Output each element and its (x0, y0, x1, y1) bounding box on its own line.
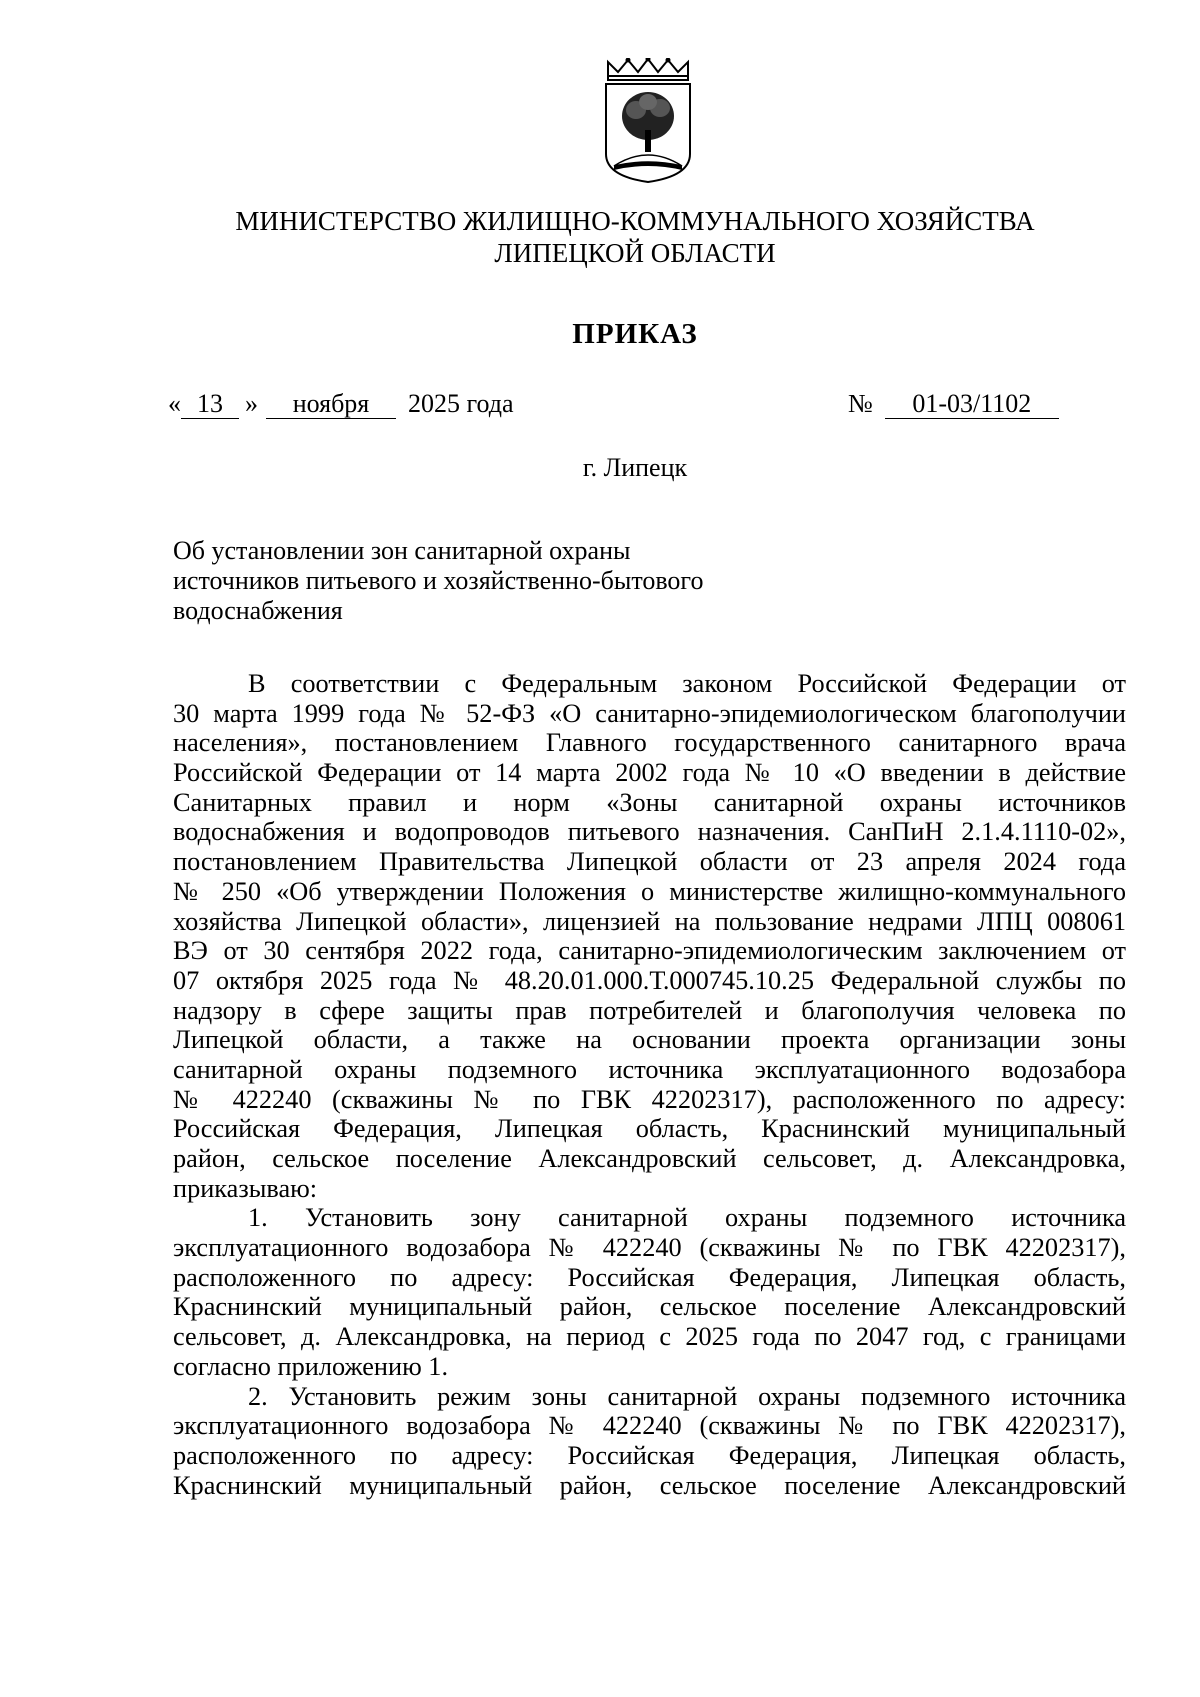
body-line: Липецкой области, а также на основании проекта организации зоны (173, 1025, 1126, 1055)
date-day: 13 (181, 390, 239, 419)
body-line: санитарной охраны подземного источника эксплуатационного водозабора (173, 1054, 1126, 1084)
body-line: водоснабжения и водопроводов питьевого назначения. СанПиН 2.1.4.1110-02», (173, 817, 1126, 847)
document-type-title: ПРИКАЗ (572, 318, 698, 350)
body-line: Российской Федерации от 14 марта 2002 года № 10 «О введении в действие (173, 758, 1126, 788)
body-line: № 250 «Об утверждении Положения о министерстве жилищно-коммунального (173, 876, 1126, 906)
body-line: 30 марта 1999 года № 52-ФЗ «О санитарно-эпидемиологическом благополучии (173, 698, 1126, 728)
body-line: расположенного по адресу: Российская Федерация, Липецкая область, (173, 1440, 1126, 1470)
subject-line: источников питьевого и хозяйственно-бытового (173, 566, 704, 595)
subject-line: водоснабжения (173, 596, 343, 625)
body-line: В соответствии с Федеральным законом Российской Федерации от (248, 669, 1126, 698)
city-location: г. Липецк (582, 453, 688, 482)
order-body (173, 669, 1126, 1500)
number-sign: № (848, 389, 873, 418)
body-line: Краснинский муниципальный район, сельское поселение Александровский (173, 1470, 1126, 1500)
body-line: 07 октября 2025 года № 48.20.01.000.Т.000745.10.25 Федеральной службы по (173, 965, 1126, 995)
body-line: постановлением Правительства Липецкой области от 23 апреля 2024 года (173, 847, 1126, 877)
number-value: 01-03/1102 (885, 390, 1059, 419)
body-line: № 422240 (скважины № по ГВК 42202317), расположенного по адресу: (173, 1084, 1126, 1114)
paragraph-preamble (173, 669, 1126, 1203)
body-line: эксплуатационного водозабора № 422240 (скважины № по ГВК 42202317), (173, 1233, 1126, 1263)
body-line: расположенного по адресу: Российская Федерация, Липецкая область, (173, 1262, 1126, 1292)
ministry-name-line-2: ЛИПЕЦКОЙ ОБЛАСТИ (494, 238, 776, 268)
date-quote-close: » (245, 389, 258, 418)
order-date (168, 388, 514, 420)
body-line: район, сельское поселение Александровский сельсовет, д. Александровка, (173, 1144, 1126, 1173)
body-line: 1. Установить зону санитарной охраны подземного источника (248, 1203, 1126, 1233)
body-line: Российская Федерация, Липецкая область, Краснинский муниципальный (173, 1114, 1126, 1144)
body-line: населения», постановлением Главного государственного санитарного врача (173, 728, 1126, 758)
body-line: ВЭ от 30 сентября 2022 года, санитарно-эпидемиологическим заключением от (173, 936, 1126, 966)
coat-of-arms-icon (600, 58, 696, 184)
body-line: надзору в сфере защиты прав потребителей и благополучия человека по (173, 995, 1126, 1025)
order-number (848, 388, 1059, 420)
body-line: хозяйства Липецкой области», лицензией на пользование недрами ЛПЦ 008061 (173, 906, 1126, 936)
paragraph-item-1 (173, 1203, 1126, 1381)
body-line: согласно приложению 1. (173, 1351, 449, 1381)
subject-line: Об установлении зон санитарной охраны (173, 536, 631, 565)
date-month: ноября (266, 390, 396, 419)
date-quote-open: « (168, 389, 181, 418)
ministry-name-line-1: МИНИСТЕРСТВО ЖИЛИЩНО-КОММУНАЛЬНОГО ХОЗЯЙСТВА (235, 206, 1035, 236)
order-subject (173, 536, 703, 626)
body-line: сельсовет, д. Александровка, на период с 2025 года по 2047 год, с границами (173, 1322, 1126, 1352)
body-line: Краснинский муниципальный район, сельское поселение Александровский (173, 1292, 1126, 1322)
paragraph-item-2 (173, 1382, 1126, 1501)
body-line: приказываю: (173, 1173, 318, 1203)
date-year: 2025 года (408, 389, 514, 418)
body-line: Санитарных правил и норм «Зоны санитарной охраны источников (173, 787, 1126, 817)
body-line: эксплуатационного водозабора № 422240 (скважины № по ГВК 42202317), (173, 1411, 1126, 1441)
body-line: 2. Установить режим зоны санитарной охраны подземного источника (248, 1381, 1126, 1411)
